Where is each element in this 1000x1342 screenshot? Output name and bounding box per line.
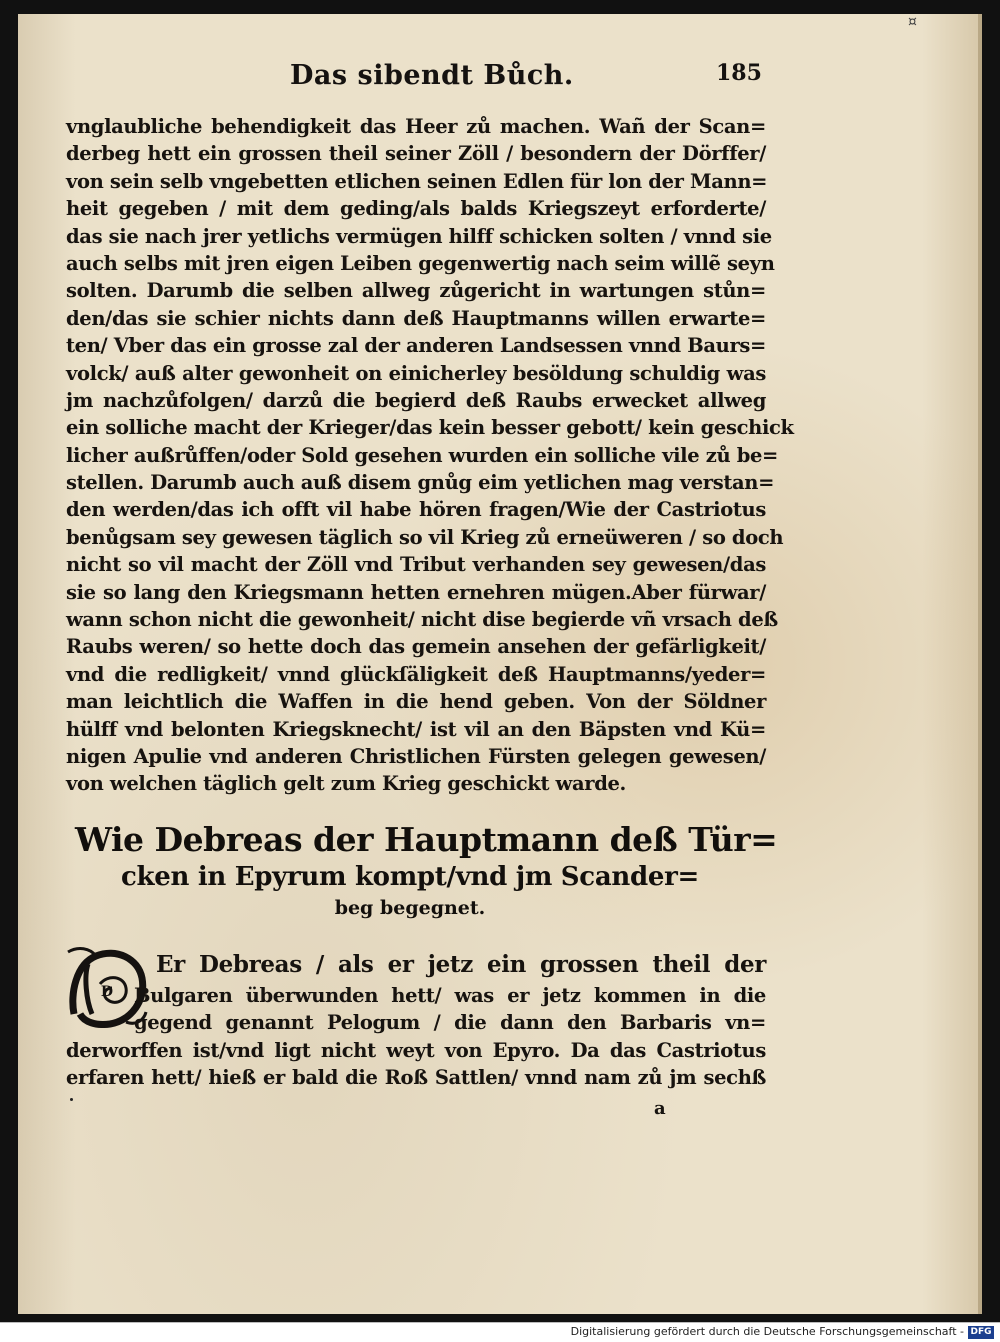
text-line: Er Debreas / als er jetz ein grossen theil der (156, 951, 766, 978)
text-line: ein solliche macht der Krieger/das kein besser gebott/ kein geschick (66, 416, 794, 440)
text-line: volck/ auß alter gewonheit on einicherley besöldung schuldig was (66, 361, 766, 385)
text-line: vnglaubliche behendigkeit das Heer zů machen. Wañ der Scan= (66, 115, 766, 138)
heading-line: beg begegnet. (334, 897, 486, 919)
chapter-heading (75, 820, 778, 922)
heading-line: Wie Debreas der Hauptmann deß Tür= (75, 820, 778, 859)
footer-credit: Digitalisierung gefördert durch die Deutsche Forschungsgemeinschaft - (570, 1325, 964, 1338)
initial-letter: D (100, 984, 114, 1000)
text-line: von sein selb vngebetten etlichen seinen Edlen für lon der Mann= (66, 169, 768, 193)
text-line: hülff vnd belonten Kriegsknecht/ ist vil an den Bäpsten vnd Kü= (66, 717, 766, 741)
text-line: heit gegeben / mit dem geding/als balds Kriegszeyt erforderte/ (66, 197, 766, 221)
page-number: 185 (716, 60, 762, 86)
text-line: solten. Darumb die selben allweg zůgericht in wartungen stůn= (66, 279, 766, 303)
text-line: wann schon nicht die gewonheit/ nicht dise begierde vñ vrsach deß (66, 608, 778, 632)
text-line: derbeg hett ein grossen theil seiner Zöll / besondern der Dörffer/ (66, 142, 766, 166)
text-line: nigen Apulie vnd anderen Christlichen Fürsten gelegen gewesen/ (66, 744, 766, 768)
text-line: auch selbs mit jren eigen Leiben gegenwertig nach seim willẽ seyn (66, 251, 775, 275)
text-line: benůgsam sey gewesen täglich so vil Krieg zů erneüweren / so doch (66, 525, 784, 549)
text-line: stellen. Darumb auch auß disem gnůg eim yetlichen mag verstan= (66, 471, 775, 495)
text-line: gegend genannt Pelogum / die dann den Barbaris vn= (134, 1011, 766, 1035)
text-line: man leichtlich die Waffen in die hend geben. Von der Söldner (66, 690, 766, 714)
signature-mark: a (654, 1098, 666, 1119)
text-line: licher außrůffen/oder Sold gesehen wurden ein solliche vile zů be= (66, 443, 779, 467)
text-line: von welchen täglich gelt zum Krieg geschickt warde. (66, 772, 626, 796)
dfg-logo: DFG (968, 1326, 994, 1339)
page-edge (978, 14, 982, 1314)
text-line: vnd die redligkeit/ vnnd glückſäligkeit deß Hauptmanns/yeder= (66, 662, 766, 686)
text-line: sie so lang den Kriegsmann hetten ernehren mügen.Aber fürwar/ (66, 580, 766, 604)
text-line: den werden/das ich offt vil habe hören fragen/Wie der Castriotus (66, 498, 766, 522)
text-line: derworffen ist/vnd ligt nicht weyt von Epyro. Da das Castriotus (66, 1038, 766, 1062)
heading-line: cken in Epyrum kompt/vnd jm Scander= (121, 862, 699, 892)
ink-speck (70, 1098, 73, 1101)
text-line: das sie nach jrer yetlichs vermügen hilff schicken solten / vnnd sie (66, 224, 772, 248)
text-line: den/das sie schier nichts dann deß Hauptmanns willen erwarte= (66, 306, 766, 330)
text-line: erfaren hett/ hieß er bald die Roß Sattlen/ vnnd nam zů jm sechß (66, 1066, 766, 1090)
footer-bar (0, 1322, 1000, 1342)
running-head: Das sibendt Bůch. (290, 60, 574, 91)
corner-mark: ¤ (908, 14, 917, 30)
text-line: jm nachzůfolgen/ darzů die begierd deß Raubs erwecket allweg (66, 388, 766, 412)
paragraph-1 (66, 113, 794, 798)
text-line: ten/ Vber das ein grosse zal der anderen Landsessen vnnd Baurs= (66, 334, 766, 358)
text-line: Bulgaren überwunden hett/ was er jetz kommen in die (134, 984, 766, 1007)
text-line: Raubs weren/ so hette doch das gemein ansehen der gefärligkeit/ (66, 635, 766, 659)
paragraph-2 (66, 948, 766, 1092)
text-line: nicht so vil macht der Zöll vnd Tribut verhanden sey gewesen/das (66, 553, 766, 577)
